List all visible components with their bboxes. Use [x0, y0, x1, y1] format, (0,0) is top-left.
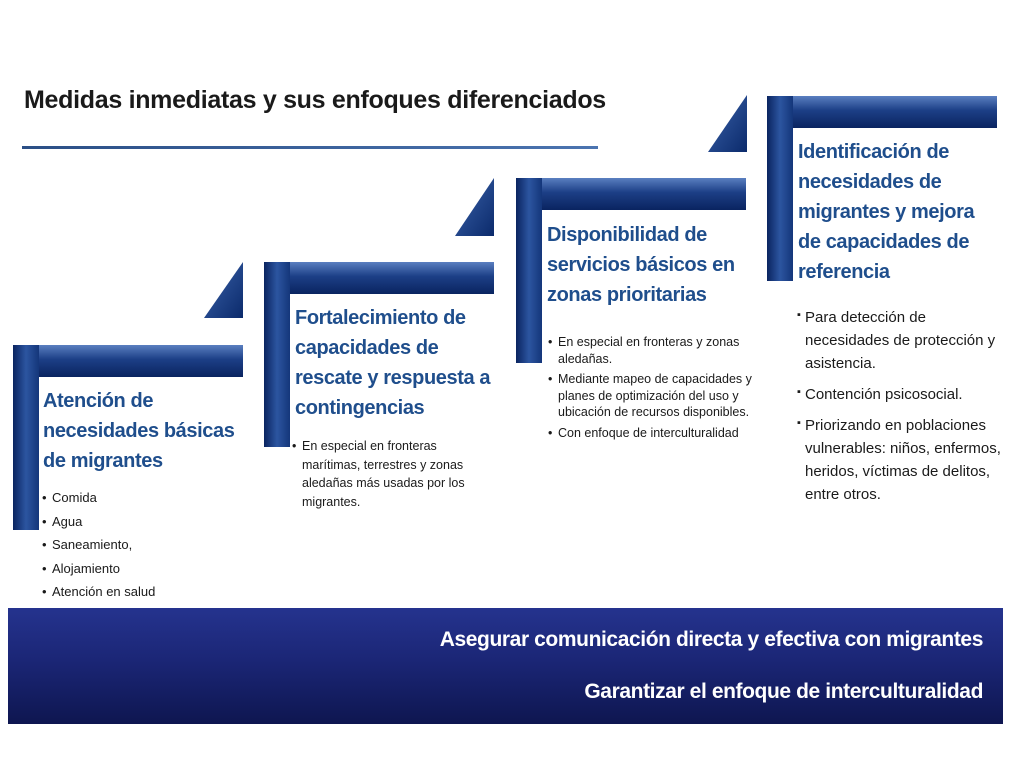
list-item: • Con enfoque de interculturalidad [548, 425, 763, 442]
list-item: ▪ Para detección de necesidades de protección y asistencia. [797, 306, 1002, 375]
step-4-post [767, 96, 793, 281]
bottom-banner [8, 608, 1003, 724]
step-2-arrow [455, 178, 494, 236]
step-3-bullets [548, 334, 763, 446]
step-3-bar [516, 178, 746, 210]
list-item: • Atención en salud [42, 580, 242, 604]
step-3-title: Disponibilidad de servicios básicos en zonas prioritarias [547, 224, 735, 306]
step-2-bar [264, 262, 494, 294]
list-item: • Alojamiento [42, 557, 242, 581]
list-item: • En especial en fronteras y zonas aledañas. [548, 334, 763, 367]
list-item: • Agua [42, 510, 242, 534]
banner-line-1: Asegurar comunicación directa y efectiva con migrantes [439, 628, 983, 651]
list-item: • Comida [42, 486, 242, 510]
step-3-arrow [708, 95, 747, 152]
step-2-post [264, 262, 290, 447]
list-item: ▪ Contención psicosocial. [797, 383, 1002, 406]
page-title: Medidas inmediatas y sus enfoques diferenciados [24, 86, 606, 114]
banner-line-2: Garantizar el enfoque de interculturalidad [584, 680, 983, 703]
step-4-bar [767, 96, 997, 128]
step-2-title: Fortalecimiento de capacidades de rescate y respuesta a contingencias [295, 307, 491, 419]
step-1-bullets [42, 486, 242, 604]
list-item: ▪ Priorizando en poblaciones vulnerables: niños, enfermos, heridos, víctimas de delitos, entre otros. [797, 414, 1002, 506]
list-item: • En especial en fronteras marítimas, terrestres y zonas aledañas más usadas por los migrantes. [292, 437, 492, 511]
step-2-bullets [292, 437, 492, 511]
list-item: • Mediante mapeo de capacidades y planes de optimización del uso y ubicación de recursos disponibles. [548, 371, 763, 421]
step-1-arrow [204, 262, 243, 318]
step-1-post [13, 345, 39, 530]
step-4-bullets [797, 306, 1002, 514]
step-3-post [516, 178, 542, 363]
step-1-title: Atención de necesidades básicas de migrantes [43, 390, 235, 472]
list-item: • Saneamiento, [42, 533, 242, 557]
step-1-bar [13, 345, 243, 377]
step-4-title: Identificación de necesidades de migrantes y mejora de capacidades de referencia [798, 141, 975, 283]
